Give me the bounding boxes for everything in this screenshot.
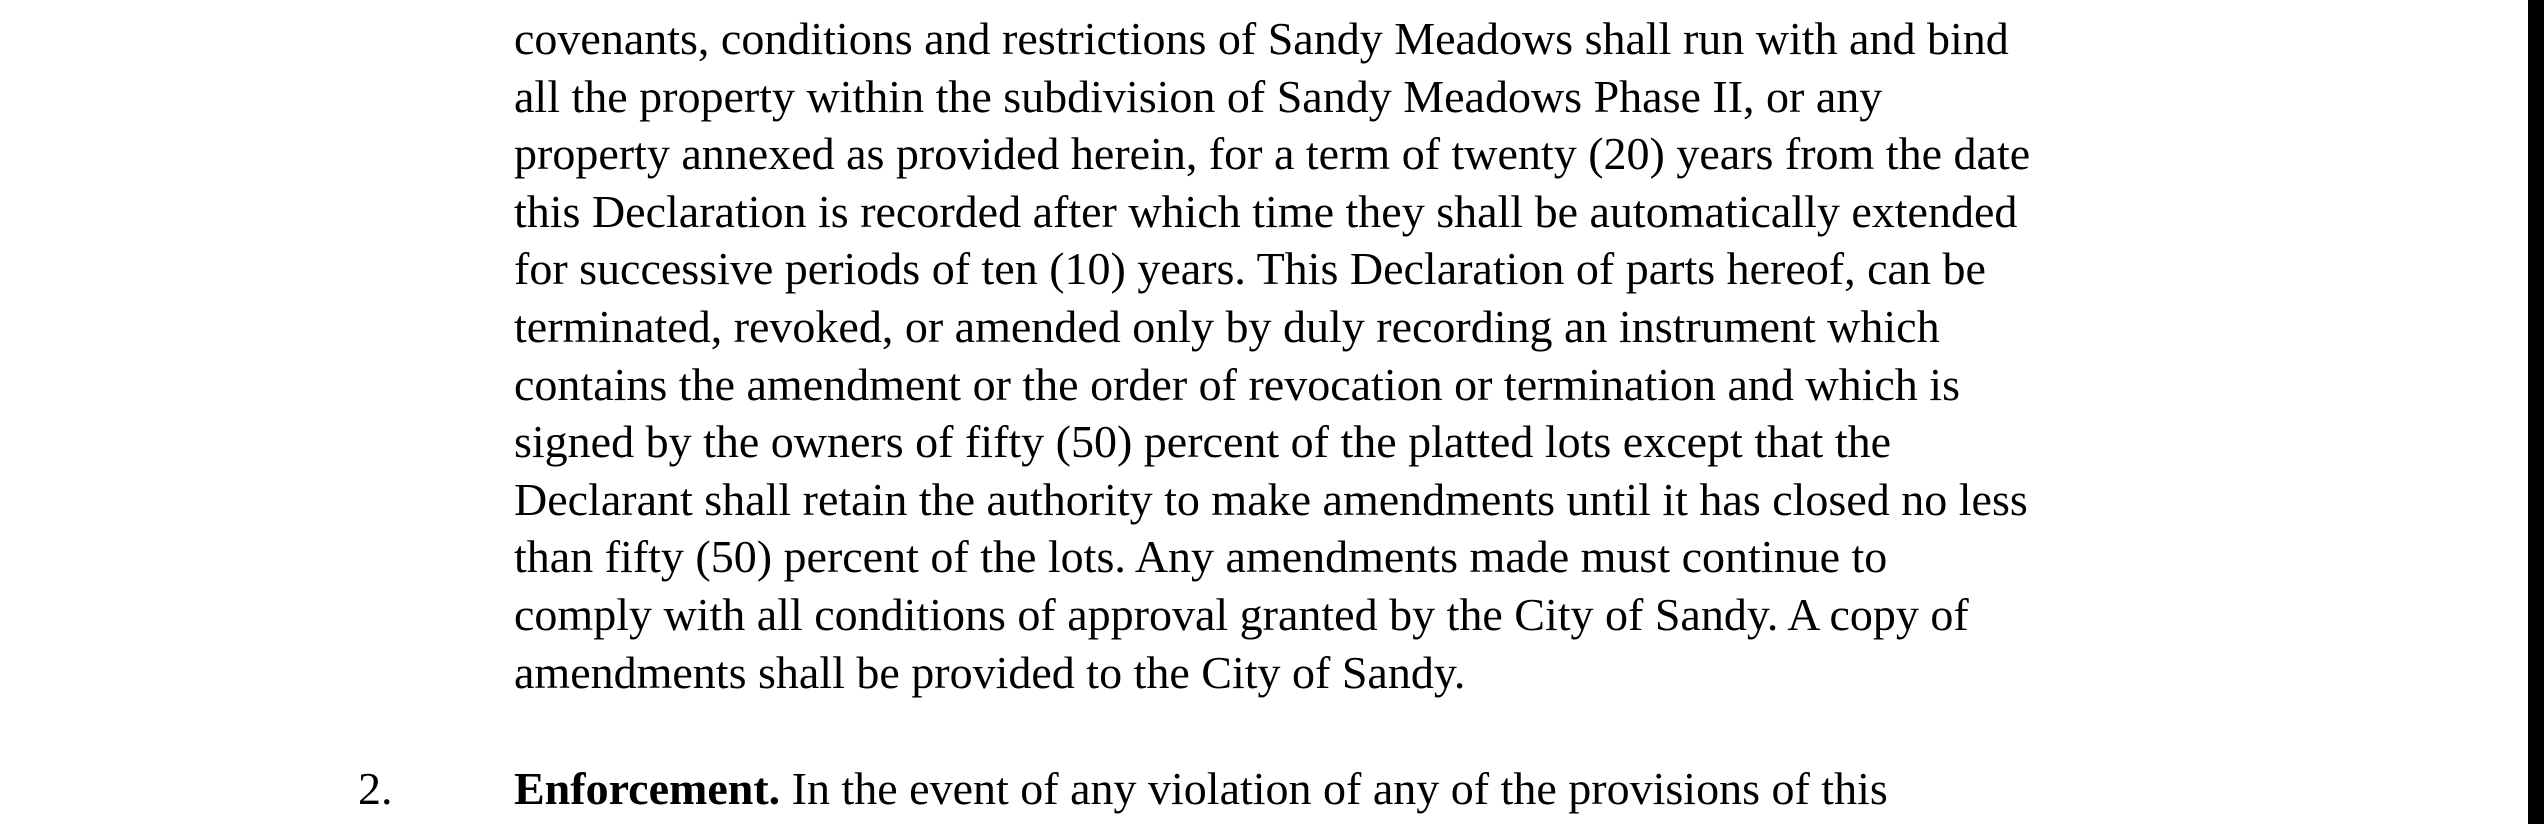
paragraph-line: Declarant shall retain the authority to make amendments until it has closed no less	[514, 473, 2028, 525]
section-2-text: In the event of any violation of any of the provisions of this	[780, 763, 1888, 814]
paragraph-line: terminated, revoked, or amended only by duly recording an instrument which	[514, 300, 1940, 352]
section-2-number: 2.	[358, 763, 393, 814]
paragraph-line: for successive periods of ten (10) years. This Declaration of parts hereof, can be	[514, 243, 1986, 295]
paragraph-line: covenants, conditions and restrictions of Sandy Meadows shall run with and bind	[514, 13, 2009, 64]
paragraph-line: signed by the owners of fifty (50) percent of the platted lots except that the	[514, 416, 1892, 468]
paragraph-line: property annexed as provided herein, for a term of twenty (20) years from the date	[514, 128, 2031, 180]
section-2-heading: Enforcement.	[514, 763, 781, 814]
section-2-body	[514, 760, 1888, 818]
paragraph-line: than fifty (50) percent of the lots. Any amendments made must continue to	[514, 531, 1888, 583]
paragraph-line: amendments shall be provided to the City of Sandy.	[514, 646, 1466, 698]
scan-border	[2528, 0, 2544, 824]
paragraph-line: contains the amendment or the order of revocation or termination and which is	[514, 358, 1960, 410]
paragraph-line: all the property within the subdivision of Sandy Meadows Phase II, or any	[514, 70, 1883, 122]
paragraph-line: comply with all conditions of approval granted by the City of Sandy. A copy of	[514, 588, 1969, 640]
section-1-paragraph	[514, 10, 2274, 701]
paragraph-line: this Declaration is recorded after which time they shall be automatically extended	[514, 185, 2018, 237]
